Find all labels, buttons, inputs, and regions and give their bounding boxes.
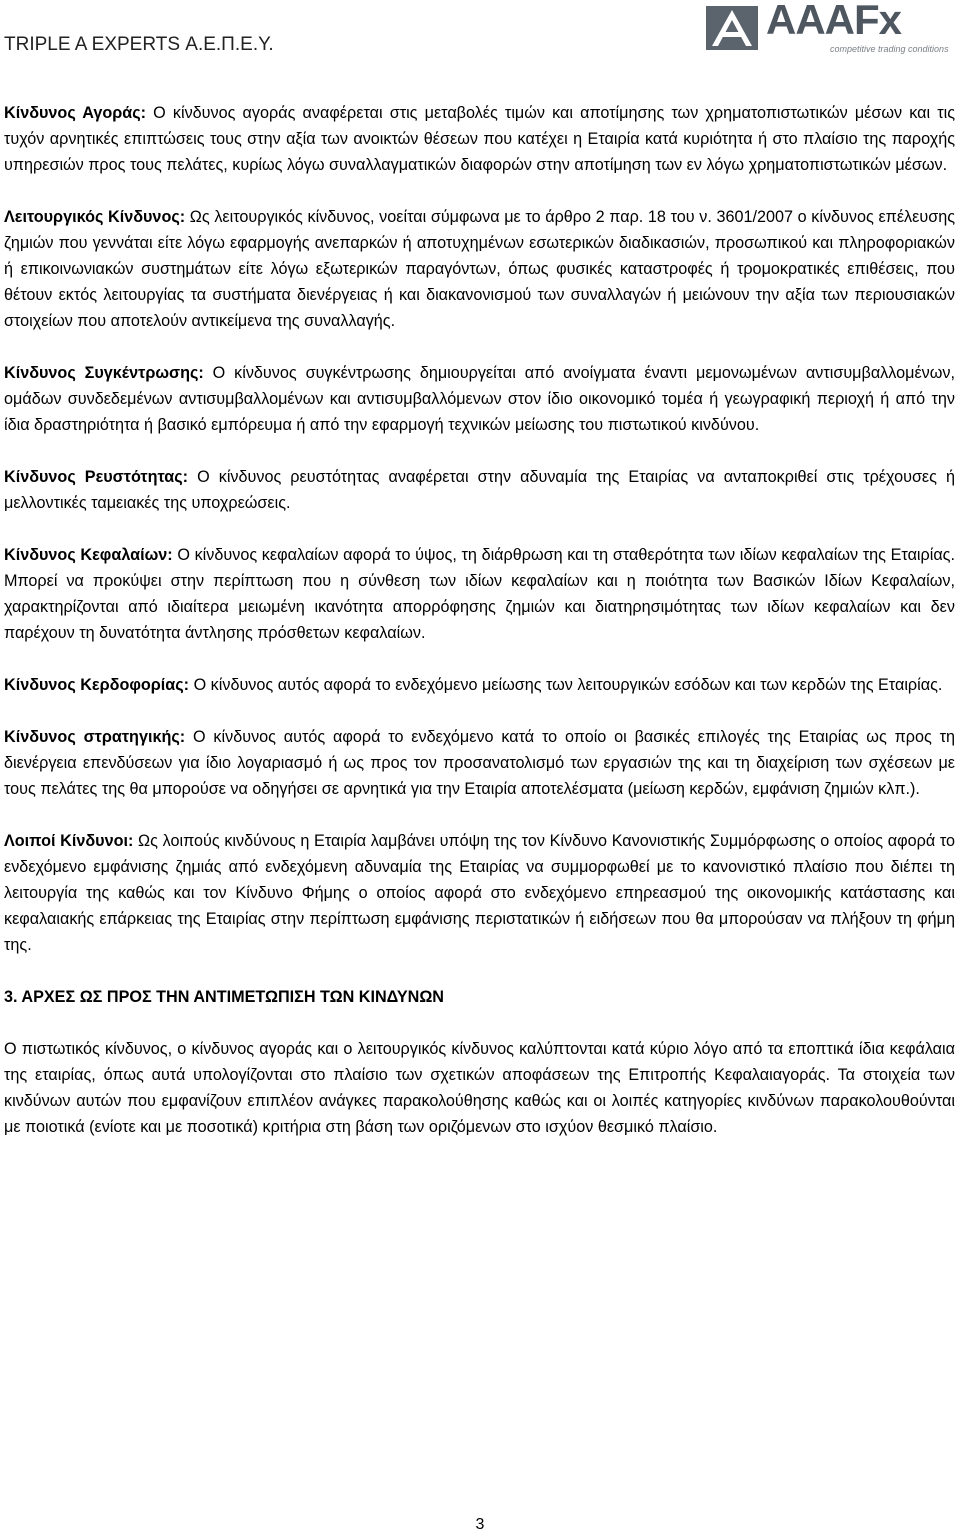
- section-paragraph: Ο πιστωτικός κίνδυνος, ο κίνδυνος αγοράς και ο λειτουργικός κίνδυνος καλύπτονται κατά κύριο λόγο από τα εποπτικά ίδια κεφάλαια της εταιρίας, όπως αυτά υπολογίζονται στο πλαίσιο των σχετικών αποφάσεων της Επιτροπής Κεφαλαιαγοράς. Τα στοιχεία των κινδύνων αυτών που εμφανίζουν επιπλέον ανάγκες παρακολούθησης καθώς και οι λοιπές κατηγορίες κινδύνων παρακολουθούνται με ποιοτικά (ενίοτε και με ποσοτικά) κριτήρια στη βάση των οριζόμενων στο ισχύον θεσμικό πλαίσιο.: [4, 1040, 955, 1136]
- paragraph-text: Ως λοιπούς κινδύνους η Εταιρία λαμβάνει υπόψη της τον Κίνδυνο Κανονιστικής Συμμόρφωσης ο οποίος αφορά το ενδεχόμενο εμφάνισης ζημιάς από ενδεχόμενη αδυναμία της Εταιρίας να συμμορφωθεί με το κανονιστικό πλαίσιο που διέπει τη λειτουργία της καθώς και τον Κίνδυνο Φήμης ο οποίος αφορά στο ενδεχόμενο επηρεασμού της οικονομικής κατάστασης και κεφαλαιακής επάρκειας της Εταιρίας στην περίπτωση εμφάνισης περιστατικών ή ειδήσεων που θα μπορούσαν να πλήξουν τη φήμη της.: [4, 832, 956, 954]
- paragraph-label: Λειτουργικός Κίνδυνος:: [4, 208, 186, 226]
- company-name: TRIPLE A EXPERTS Α.Ε.Π.Ε.Υ.: [4, 34, 274, 55]
- paragraph-liquidity-risk: [4, 464, 955, 516]
- paragraph-label: Κίνδυνος Συγκέντρωσης:: [4, 364, 204, 382]
- paragraph-profitability-risk: [4, 672, 955, 698]
- paragraph-label: Κίνδυνος Ρευστότητας:: [4, 468, 189, 486]
- paragraph-label: Λοιποί Κίνδυνοι:: [4, 832, 134, 850]
- logo-tagline: competitive trading conditions: [830, 44, 949, 54]
- paragraph-market-risk: [4, 100, 955, 178]
- paragraph-text: Ο κίνδυνος αυτός αφορά το ενδεχόμενο μείωσης των λειτουργικών εσόδων και των κερδών της Εταιρίας.: [189, 676, 943, 694]
- paragraph-strategy-risk: [4, 724, 955, 802]
- document-body: [4, 100, 955, 1140]
- paragraph-operational-risk: [4, 204, 955, 334]
- paragraph-label: Κίνδυνος Κεφαλαίων:: [4, 546, 173, 564]
- paragraph-label: Κίνδυνος στρατηγικής:: [4, 728, 186, 746]
- paragraph-label: Κίνδυνος Κερδοφορίας:: [4, 676, 190, 694]
- company-logo: [704, 2, 956, 58]
- paragraph-text: Ο κίνδυνος συγκέντρωσης δημιουργείται από ανοίγματα έναντι μεμονωμένων αντισυμβαλλομένων, ομάδων συνδεδεμένων αντισυμβαλλομένων και αντισυμβαλλόμενων στον ίδιο οικονομικό τομέα ή γεωγραφική περιοχή ή από την ίδια δραστηριότητα ή βασικό εμπόρευμα ή από την εφαρμογή τεχνικών μείωσης του πιστωτικού κινδύνου.: [4, 364, 955, 434]
- paragraph-text: Ως λειτουργικός κίνδυνος, νοείται σύμφωνα με το άρθρο 2 παρ. 18 του ν. 3601/2007 ο κίνδυνος επέλευσης ζημιών που γεννάται είτε λόγω εφαρμογής ανεπαρκών ή αποτυχημένων εσωτερικών διαδικασιών, προσωπικού και πληροφοριακών ή επικοινωνιακών συστημάτων είτε λόγω εξωτερικών παραγόντων, όπως φυσικές καταστροφές ή τρομοκρατικές επιθέσεις, που θέτουν εκτός λειτουργίας τα συστήματα διενέργειας ή και διακανονισμού των συναλλαγών ή μειώνουν την αξία των περιουσιακών στοιχείων που αποτελούν αντικείμενα της συναλλαγής.: [4, 208, 955, 330]
- paragraph-capital-risk: [4, 542, 955, 646]
- logo-mark-icon: [704, 2, 762, 54]
- page-number: 3: [475, 1516, 485, 1533]
- paragraph-text: Ο κίνδυνος ρευστότητας αναφέρεται στην αδυναμία της Εταιρίας να ανταποκριθεί στις τρέχουσες ή μελλοντικές ταμειακές της υποχρεώσεις.: [4, 468, 955, 512]
- paragraph-label: Κίνδυνος Αγοράς:: [4, 104, 147, 122]
- logo-text: AAAFx: [766, 0, 902, 43]
- paragraph-text: Ο κίνδυνος αυτός αφορά το ενδεχόμενο κατά το οποίο οι βασικές επιλογές της Εταιρίας ως προς τη διενέργεια επενδύσεων για ίδιο λογαριασμό ή ως προς τον προσανατολισμό των εργασιών της και τη διαχείριση των σχέσεων με τους πελάτες της θα μπορούσε να οδηγήσει σε αρνητικά για την Εταιρία αποτελέσματα (μείωση κερδών, εμφάνιση ζημιών κλπ.).: [4, 728, 955, 798]
- paragraph-concentration-risk: [4, 360, 955, 438]
- paragraph-text: Ο κίνδυνος αγοράς αναφέρεται στις μεταβολές τιμών και αποτίμησης των χρηματοπιστωτικών μέσων και τις τυχόν αρνητικές επιπτώσεις τους στην αξία των ανοικτών θέσεων που κατέχει η Εταιρία κατά κυριότητα ή στο πλαίσιο της παροχής υπηρεσιών προς τους πελάτες, κυρίως λόγω συναλλαγματικών διαφορών στην αποτίμηση των εν λόγω χρηματοπιστωτικών μέσων.: [4, 104, 955, 174]
- paragraph-other-risks: [4, 828, 955, 958]
- section-heading: 3. ΑΡΧΕΣ ΩΣ ΠΡΟΣ ΤΗΝ ΑΝΤΙΜΕΤΩΠΙΣΗ ΤΩΝ ΚΙΝΔΥΝΩΝ: [4, 988, 445, 1006]
- paragraph-text: Ο κίνδυνος κεφαλαίων αφορά το ύψος, τη διάρθρωση και τη σταθερότητα των ιδίων κεφαλαίων της Εταιρίας. Μπορεί να προκύψει στην περίπτωση που η σύνθεση των ιδίων κεφαλαίων και η ποιότητα των Βασικών Ιδίων Κεφαλαίων, χαρακτηρίζονται από ιδιαίτερα μειωμένη ικανότητα απορρόφησης ζημιών και διατηρησιμότητας των ιδίων κεφαλαίων και δεν παρέχουν τη δυνατότητα άντλησης πρόσθετων κεφαλαίων.: [4, 546, 955, 642]
